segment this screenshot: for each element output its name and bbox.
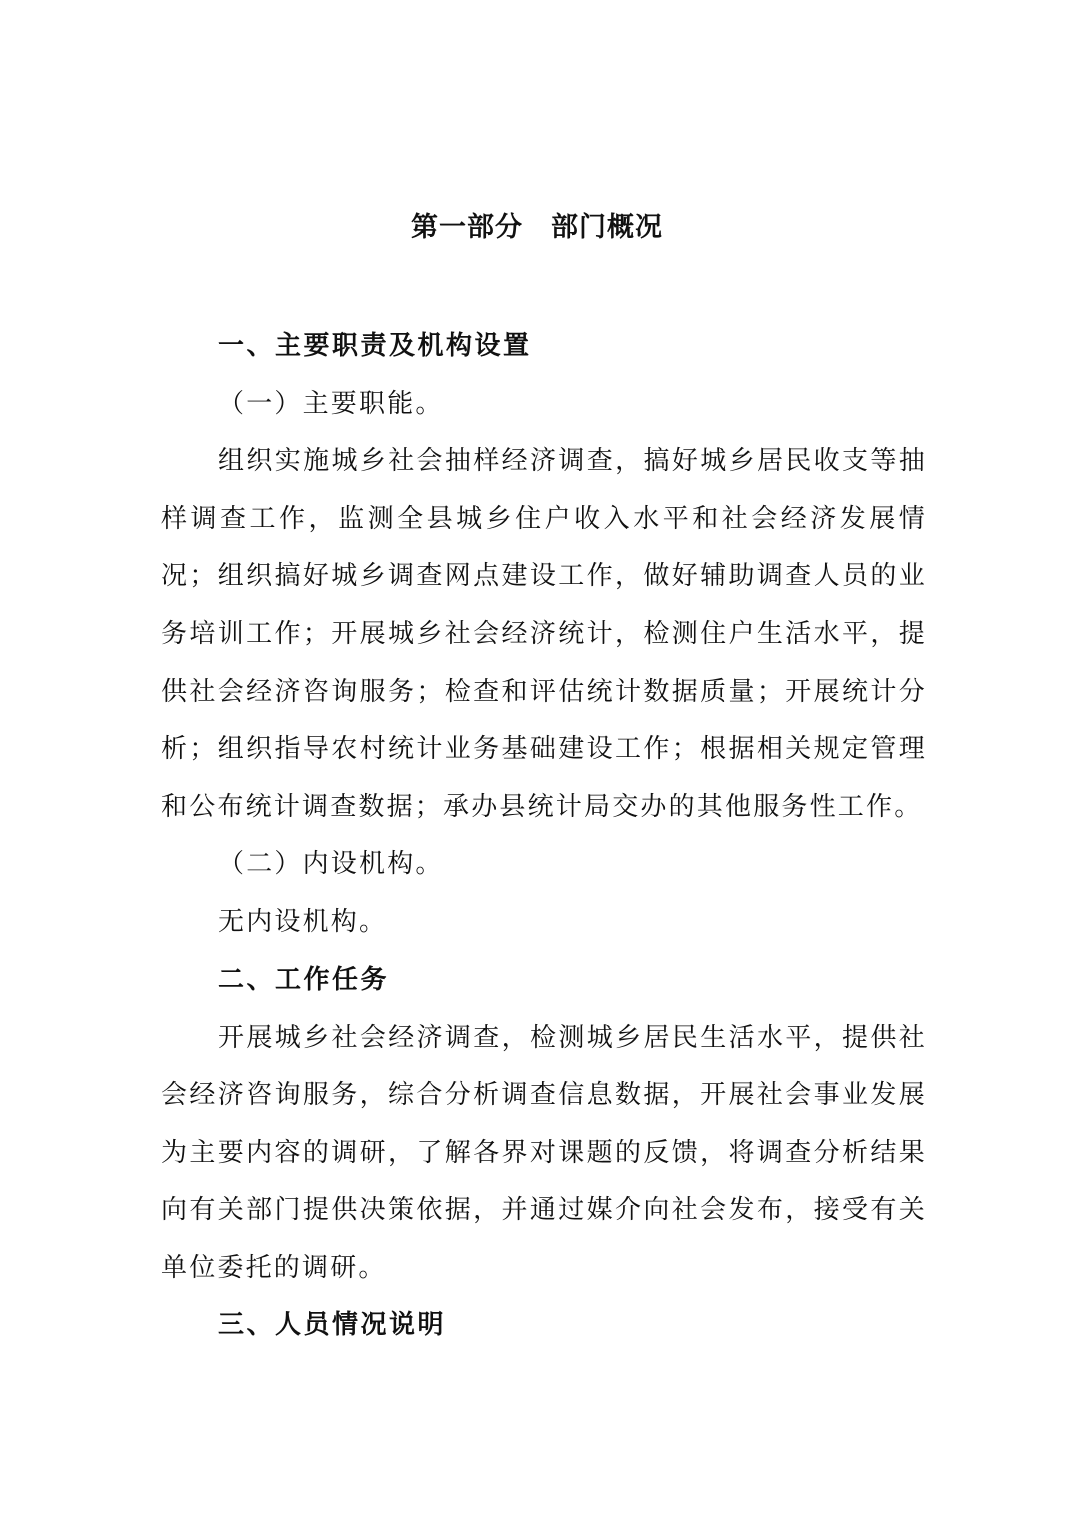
- subsection-2-heading: （二）内设机构。: [218, 849, 444, 880]
- section-3-heading: 三、人员情况说明: [218, 1310, 447, 1340]
- subsection-2-body: 无内设机构。: [218, 906, 388, 937]
- subsection-1-body: 组织实施城乡社会抽样经济调查，搞好城乡居民收支等抽样调查工作，监测全县城乡住户收入水平和社会经济发展情况；组织搞好城乡调查网点建设工作，做好辅助调查人员的业务培训工作；开展城乡社会经济统计，检测住户生活水平，提供社会经济咨询服务；检查和评估统计数据质量；开展统计分析；组织指导农村统计业务基础建设工作；根据相关规定管理和公布统计调查数据；承办县统计局交办的其他服务性工作。: [161, 446, 927, 822]
- section-1-heading: 一、主要职责及机构设置: [218, 331, 532, 361]
- section-2-body: 开展城乡社会经济调查，检测城乡居民生活水平，提供社会经济咨询服务，综合分析调查信息数据，开展社会事业发展为主要内容的调研，了解各界对课题的反馈，将调查分析结果向有关部门提供决策依据，并通过媒介向社会发布，接受有关单位委托的调研。: [161, 1022, 927, 1283]
- section-3: [161, 1297, 927, 1355]
- section-2: [161, 952, 927, 1298]
- section-2-heading: 二、工作任务: [218, 965, 390, 995]
- section-1: [161, 318, 927, 952]
- page-title: 第一部分 部门概况: [411, 212, 663, 243]
- subsection-1-heading: （一）主要职能。: [218, 388, 444, 419]
